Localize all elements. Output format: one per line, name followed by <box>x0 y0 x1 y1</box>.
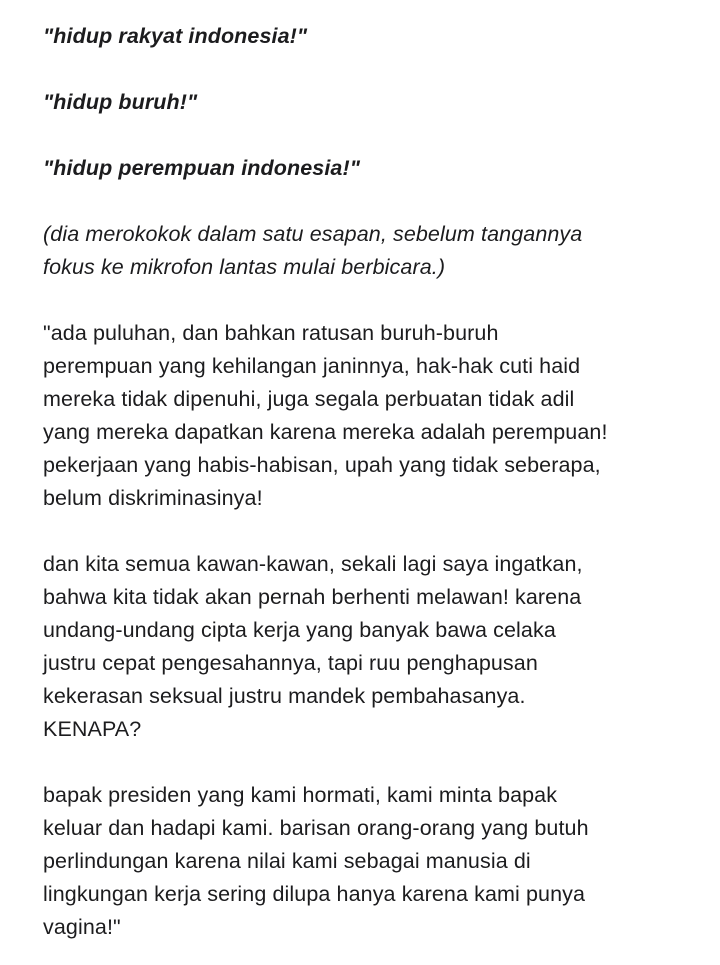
paragraph-line: bapak presiden yang kami hormati, kami minta bapak <box>43 783 558 807</box>
paragraph-line: lingkungan kerja sering dilupa hanya karena kami punya <box>43 882 586 906</box>
stage-direction-line: (dia merokokok dalam satu esapan, sebelum tangannya <box>43 222 583 246</box>
stage-direction <box>43 218 690 284</box>
paragraph-line: bahwa kita tidak akan pernah berhenti melawan! karena <box>43 585 582 609</box>
stage-direction-line: fokus ke mikrofon lantas mulai berbicara.) <box>43 255 446 279</box>
slogan-line: "hidup perempuan indonesia!" <box>43 156 361 180</box>
paragraph-line: pekerjaan yang habis-habisan, upah yang tidak seberapa, <box>43 453 601 477</box>
paragraph-line: yang mereka dapatkan karena mereka adalah perempuan! <box>43 420 608 444</box>
paragraph-line: justru cepat pengesahannya, tapi ruu penghapusan <box>43 651 538 675</box>
paragraph <box>43 779 690 944</box>
paragraph-line: belum diskriminasinya! <box>43 486 263 510</box>
paragraph <box>43 317 690 515</box>
slogan-line: "hidup buruh!" <box>43 90 198 114</box>
paragraph-line: undang-undang cipta kerja yang banyak bawa celaka <box>43 618 556 642</box>
paragraph-line: keluar dan hadapi kami. barisan orang-orang yang butuh <box>43 816 589 840</box>
paragraph-line: dan kita semua kawan-kawan, sekali lagi saya ingatkan, <box>43 552 583 576</box>
paragraph-line: KENAPA? <box>43 717 142 741</box>
paragraph <box>43 548 690 746</box>
paragraph-line: "ada puluhan, dan bahkan ratusan buruh-buruh <box>43 321 499 345</box>
paragraph-line: mereka tidak dipenuhi, juga segala perbuatan tidak adil <box>43 387 575 411</box>
slogan-line: "hidup rakyat indonesia!" <box>43 24 308 48</box>
paragraph-line: perlindungan karena nilai kami sebagai manusia di <box>43 849 531 873</box>
paragraph-line: kekerasan seksual justru mandek pembahasanya. <box>43 684 526 708</box>
paragraph-line: vagina!" <box>43 915 121 939</box>
paragraph-line: perempuan yang kehilangan janinnya, hak-hak cuti haid <box>43 354 581 378</box>
